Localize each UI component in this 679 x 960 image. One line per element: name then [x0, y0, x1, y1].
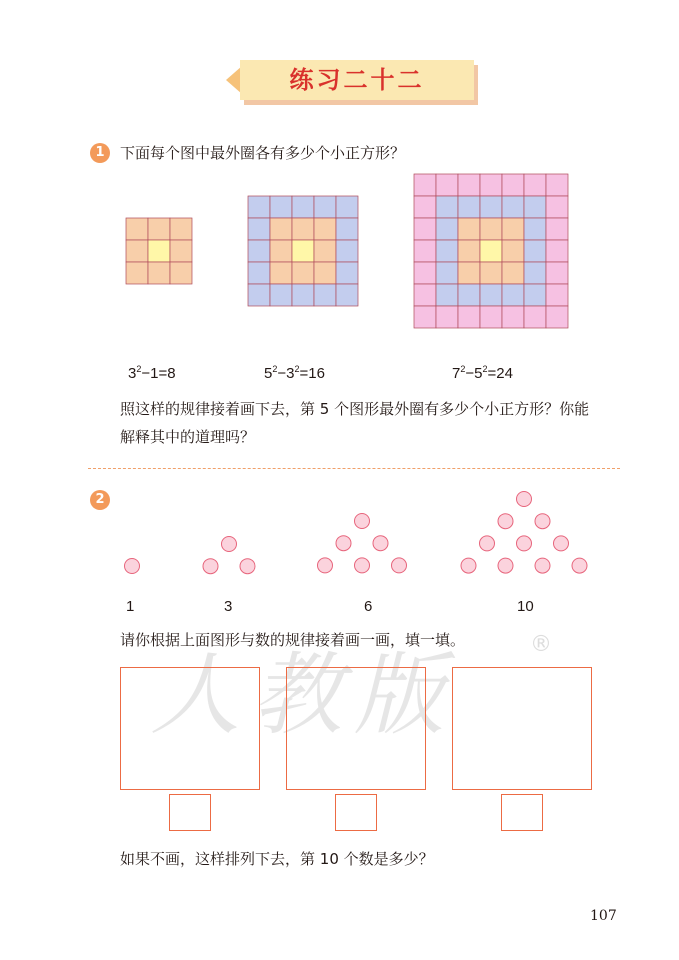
dot-circle: [392, 558, 407, 573]
exercise2-instruction: 请你根据上面图形与数的规律接着画一画，填一填。: [120, 631, 466, 649]
dot-circle: [517, 536, 532, 551]
drawing-box-3[interactable]: [452, 667, 592, 790]
formula-3-a: 7: [452, 365, 461, 382]
formula-2-exp-a: 2: [272, 364, 278, 374]
formula-2-a: 5: [264, 365, 273, 382]
exercise1-question: 下面每个图中最外圈各有多少个小正方形？: [120, 144, 406, 162]
dot-circle: [572, 558, 587, 573]
dot-circle: [498, 558, 513, 573]
dot-circle: [554, 536, 569, 551]
registered-mark-icon: ®: [530, 632, 552, 657]
dot-circle: [535, 514, 550, 529]
dot-circle: [222, 537, 237, 552]
exercise2-final-question: 如果不画，这样排列下去，第 10 个数是多少？: [120, 850, 434, 868]
exercise-number-1: 1: [90, 143, 110, 163]
dot-circle: [125, 559, 140, 574]
exercise1-followup-line2: 解释其中的道理吗？: [120, 428, 256, 446]
formula-3-exp-a: 2: [460, 364, 466, 374]
triangle-label-2: 3: [224, 598, 233, 615]
dot-circle: [498, 514, 513, 529]
triangle-label-3: 6: [364, 598, 373, 615]
dot-circle: [373, 536, 388, 551]
dot-circle: [535, 558, 550, 573]
formula-1-result: =8: [158, 365, 176, 382]
dot-circle: [355, 514, 370, 529]
publisher-watermark: 人教版: [150, 643, 456, 748]
formula-2-b: 3: [286, 365, 295, 382]
page-number: 107: [590, 908, 617, 924]
drawing-box-2[interactable]: [286, 667, 426, 790]
page-title: 练习二十二: [289, 65, 425, 94]
formula-2-result: =16: [299, 365, 325, 382]
exercise1-followup-line1: 照这样的规律接着画下去，第 5 个图形最外圈有多少个小正方形？你能: [120, 400, 590, 418]
dot-circle: [461, 558, 476, 573]
triangle-label-4: 10: [517, 598, 534, 615]
dot-circle: [318, 558, 333, 573]
dot-circle: [240, 559, 255, 574]
exercise-number-2: 2: [90, 490, 110, 510]
answer-box-1[interactable]: [169, 794, 211, 831]
formula-1-exp-a: 2: [136, 364, 142, 374]
formula-1-op: −: [141, 365, 151, 382]
answer-box-3[interactable]: [501, 794, 543, 831]
formula-2-op: −: [277, 365, 287, 382]
dot-circle: [203, 559, 218, 574]
formula-1-b: 1: [150, 365, 159, 382]
formula-1-a: 3: [128, 365, 137, 382]
formula-3-result: =24: [487, 365, 513, 382]
formula-3-b: 5: [474, 365, 483, 382]
dot-circle: [480, 536, 495, 551]
answer-box-2[interactable]: [335, 794, 377, 831]
dot-circle: [517, 492, 532, 507]
triangle-label-1: 1: [126, 598, 135, 615]
formula-3-op: −: [465, 365, 475, 382]
drawing-box-1[interactable]: [120, 667, 260, 790]
formula-2-exp-b: 2: [294, 364, 300, 374]
dot-circle: [355, 558, 370, 573]
dot-circle: [336, 536, 351, 551]
formula-3-exp-b: 2: [482, 364, 488, 374]
